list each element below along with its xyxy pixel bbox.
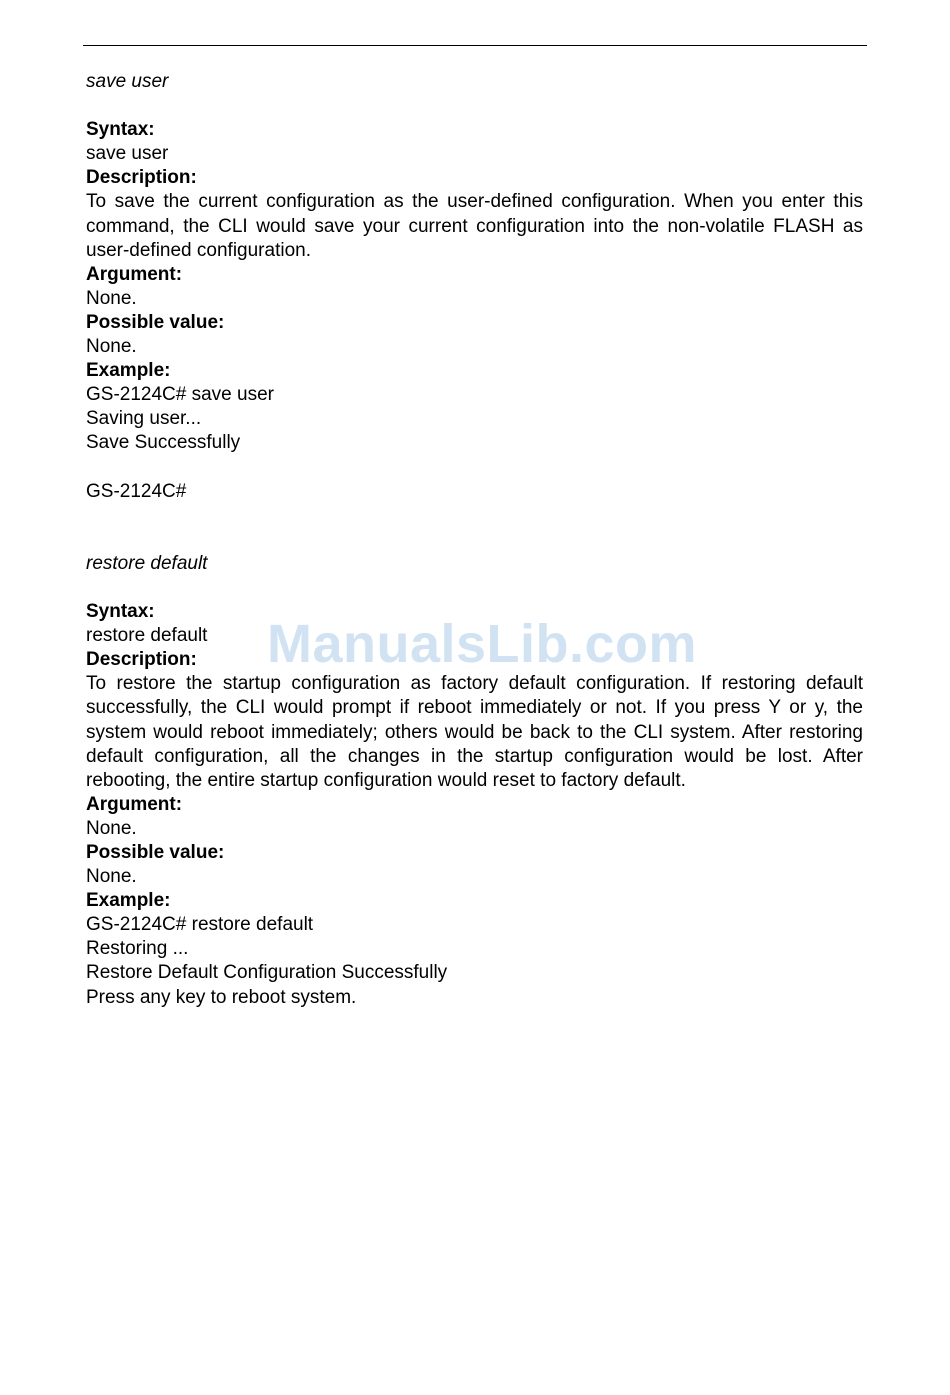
example-line: Save Successfully xyxy=(86,432,241,454)
syntax-label: Syntax: xyxy=(86,601,155,623)
description-label: Description: xyxy=(86,649,197,671)
argument-text: None. xyxy=(86,817,137,839)
example-line: GS-2124C# save user xyxy=(86,384,274,406)
section-save-user xyxy=(86,70,863,504)
syntax-text: restore default xyxy=(86,625,208,647)
section-restore-default xyxy=(86,552,863,1010)
header-rule xyxy=(83,45,867,46)
example-line: Saving user... xyxy=(86,408,202,430)
possible-value-label: Possible value: xyxy=(86,842,225,863)
possible-value-text: None. xyxy=(86,866,137,888)
possible-value-text: None. xyxy=(86,336,137,358)
argument-text: None. xyxy=(86,287,137,309)
watermark-logo: ManualsLib.com xyxy=(267,614,698,674)
argument-label: Argument: xyxy=(86,263,183,285)
command-heading: restore default xyxy=(86,552,208,574)
possible-value-label: Possible value: xyxy=(86,311,225,333)
syntax-label: Syntax: xyxy=(86,119,155,141)
description-text: To save the current configuration as the user-defined configuration. When you enter this command, the CLI would save your current configuration into the non-volatile FLASH as user-defined configuration. xyxy=(86,191,863,261)
description-text: To restore the startup configuration as factory default configuration. If restoring default successfully, the CLI would prompt if reboot immediately or not. If you press Y or y, the system would reboot immediately; others would be back to the CLI system. After restoring default configuration, all the changes in the startup configuration would be lost. After rebooting, the entire startup configuration would reset to factory default. xyxy=(86,673,863,791)
example-line: Restore Default Configuration Successfully xyxy=(86,962,448,984)
example-line: Press any key to reboot system. xyxy=(86,986,357,1008)
example-label: Example: xyxy=(86,360,171,382)
example-line: GS-2124C# restore default xyxy=(86,914,314,936)
syntax-text: save user xyxy=(86,143,169,165)
example-line: Restoring ... xyxy=(86,938,189,960)
description-label: Description: xyxy=(86,167,197,189)
command-heading: save user xyxy=(86,71,169,92)
example-label: Example: xyxy=(86,890,171,912)
example-prompt: GS-2124C# xyxy=(86,480,187,502)
argument-label: Argument: xyxy=(86,793,183,815)
document-page xyxy=(86,70,863,1010)
